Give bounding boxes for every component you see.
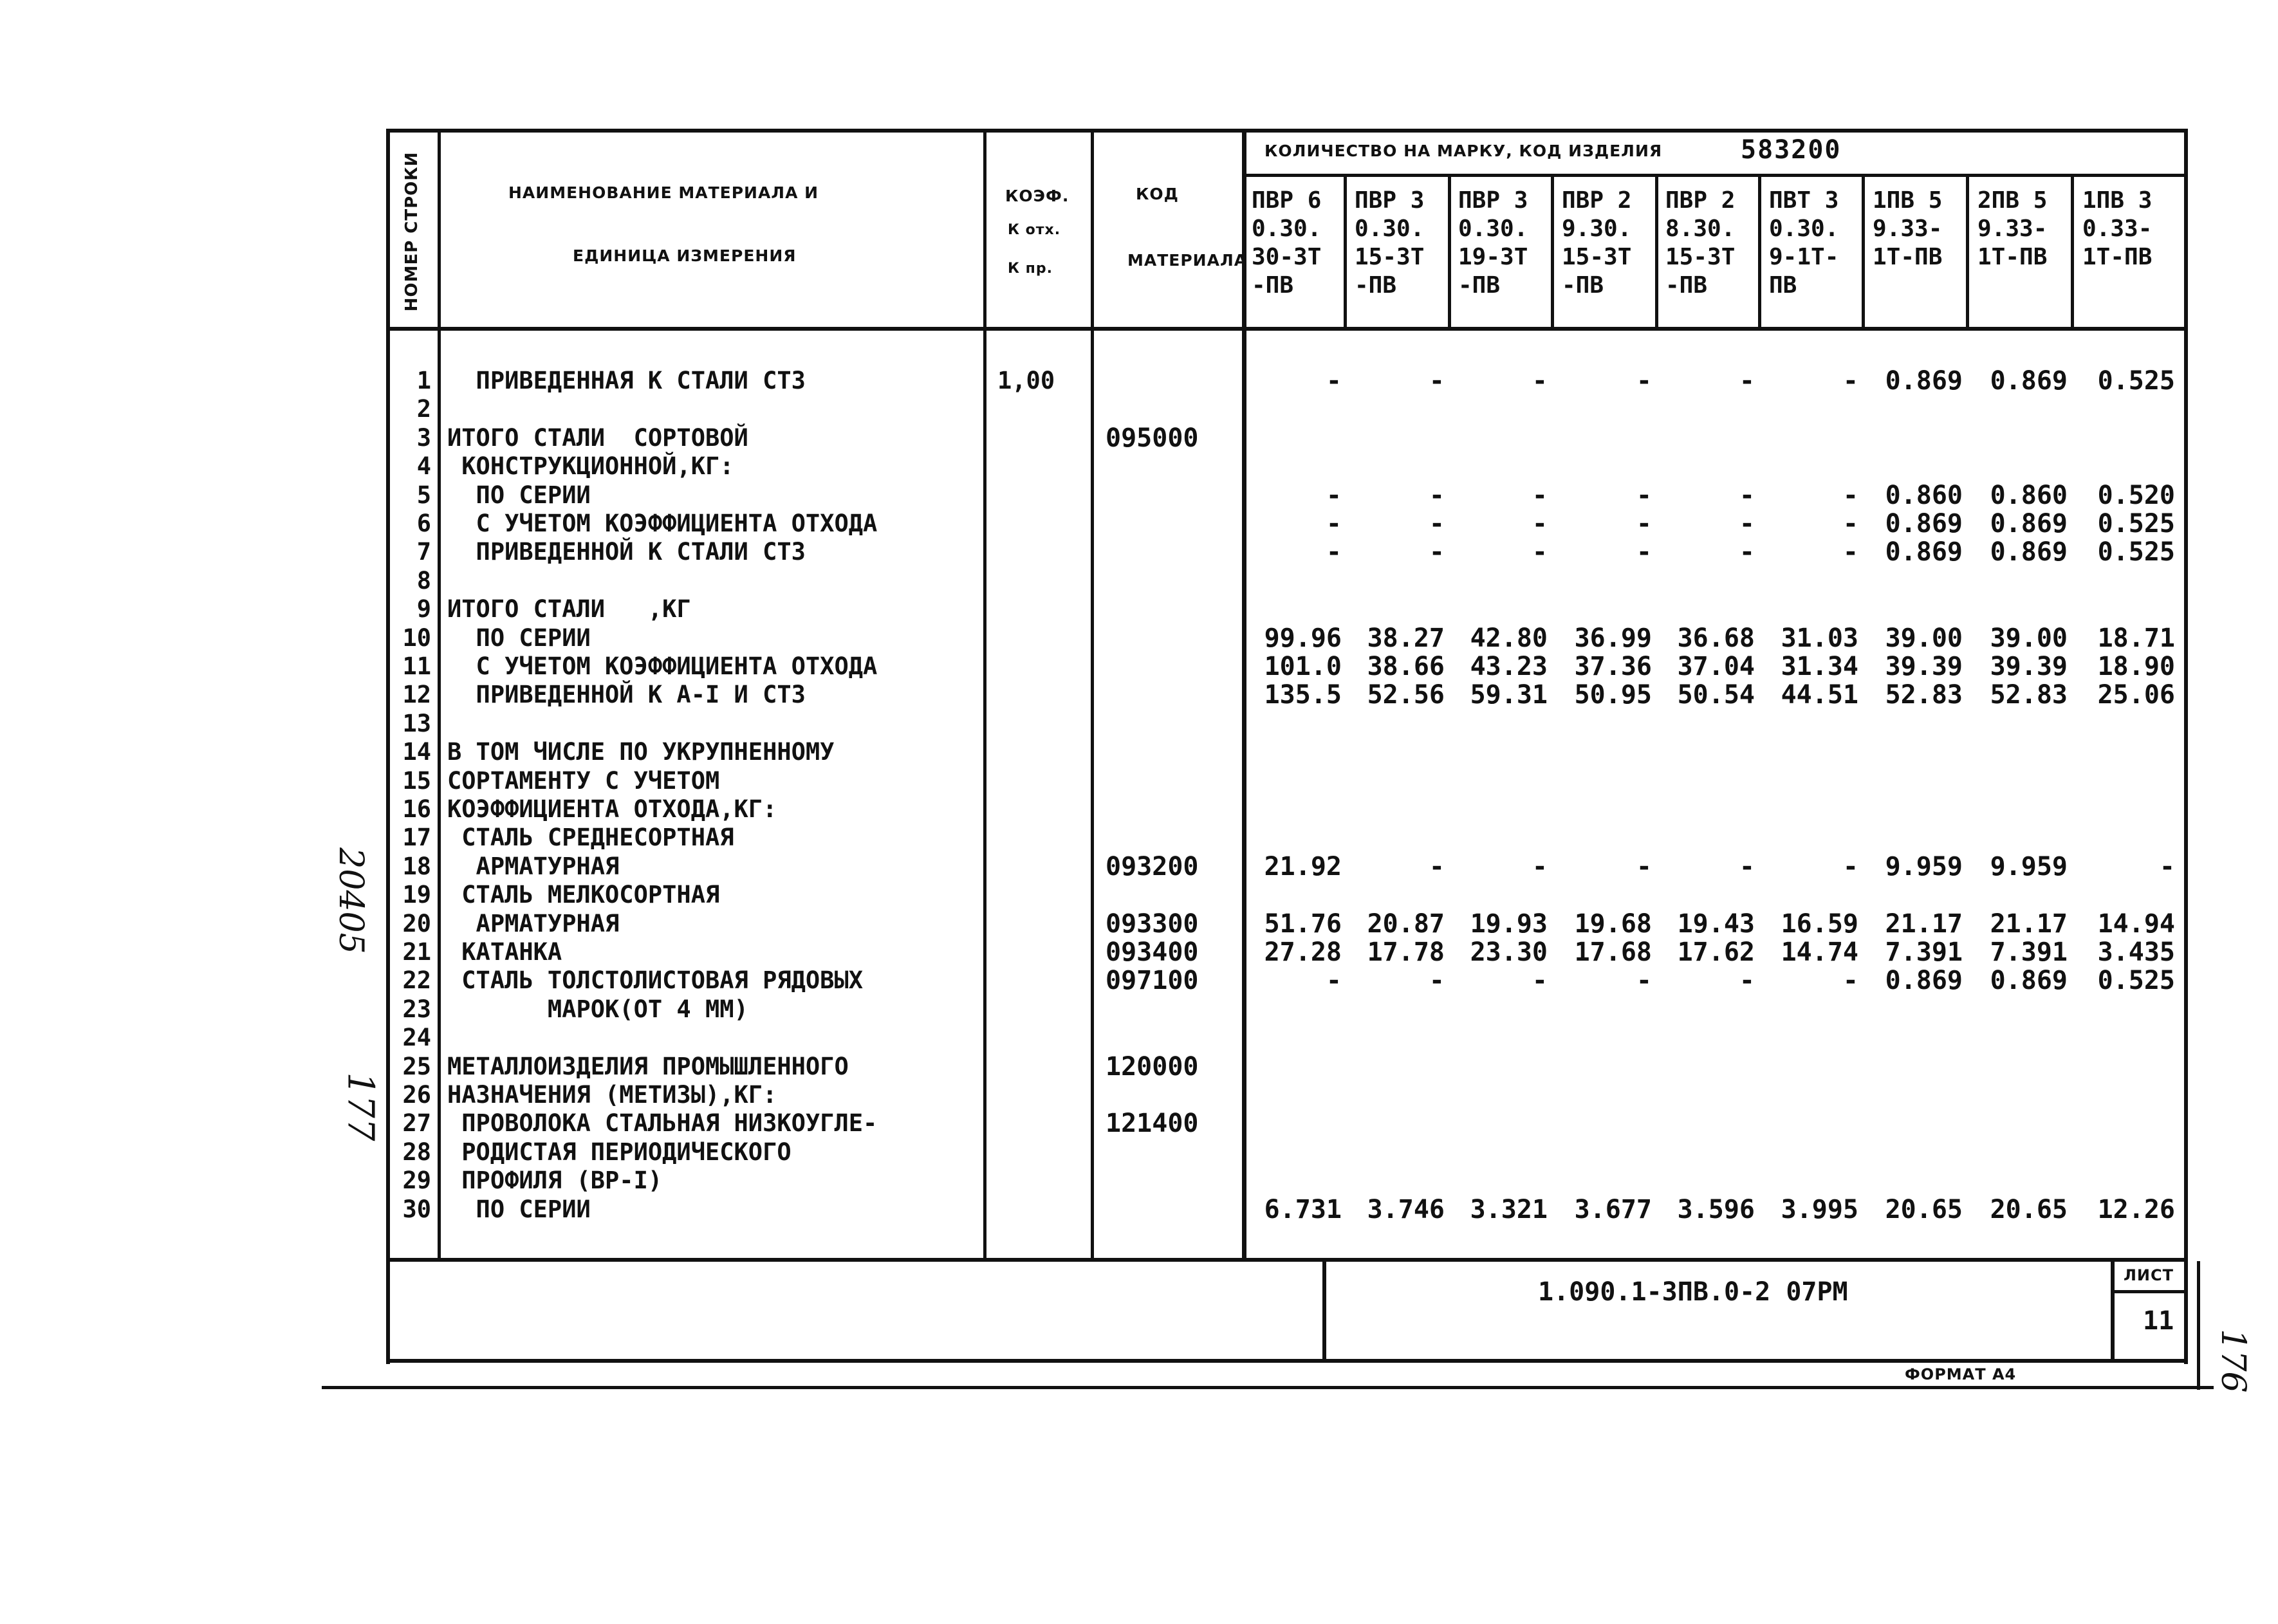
quantity-value: 20.65 xyxy=(1990,1194,2068,1224)
table-row xyxy=(0,710,2278,738)
table-row xyxy=(0,795,2278,824)
table-row xyxy=(0,567,2278,595)
column-header-4-line3: 15-3Т xyxy=(1562,244,1632,270)
material-name: ПРИВЕДЕННОЙ К СТАЛИ СТ3 xyxy=(447,538,806,566)
row-number: 28 xyxy=(402,1138,431,1166)
column-header-2-line4: -ПВ xyxy=(1355,272,1397,299)
material-name: МЕТАЛЛОИЗДЕЛИЯ ПРОМЫШЛЕННОГО xyxy=(447,1052,849,1080)
quantity-value: 14.94 xyxy=(2097,909,2175,939)
quantity-value: 37.36 xyxy=(1574,652,1652,681)
quantity-value: 3.321 xyxy=(1470,1194,1548,1224)
table-row xyxy=(0,452,2278,481)
qty-header-label: КОЛИЧЕСТВО НА МАРКУ, КОД ИЗДЕЛИЯ xyxy=(1264,142,1663,160)
column-header-6-line1: ПВТ 3 xyxy=(1769,187,1839,214)
material-name: АРМАТУРНАЯ xyxy=(447,909,620,937)
quantity-value: - xyxy=(1842,480,1858,510)
table-row xyxy=(0,995,2278,1024)
row-number: 22 xyxy=(402,966,431,995)
qcol-sep-4 xyxy=(1655,174,1658,328)
column-header-6-line2: 0.30. xyxy=(1769,216,1839,242)
quantity-value: - xyxy=(1842,537,1858,567)
material-name: ПРОФИЛЯ (ВР-I) xyxy=(447,1167,663,1195)
column-header-6-line4: ПВ xyxy=(1769,272,1797,299)
code-header-line2: МАТЕРИАЛА xyxy=(1127,251,1248,270)
column-header-4-line2: 9.30. xyxy=(1562,216,1632,242)
quantity-value: - xyxy=(1842,966,1858,996)
quantity-value: 42.80 xyxy=(1470,623,1548,653)
table-row xyxy=(0,1024,2278,1052)
sheet-label-border xyxy=(2112,1290,2187,1293)
quantity-value: 0.525 xyxy=(2097,537,2175,567)
quantity-value: 50.95 xyxy=(1574,680,1652,710)
material-name: ПО СЕРИИ xyxy=(447,623,591,652)
quantity-value: - xyxy=(1532,366,1548,396)
quantity-value: - xyxy=(1636,851,1652,881)
row-number: 11 xyxy=(402,652,431,680)
table-row xyxy=(0,1138,2278,1167)
row-number: 2 xyxy=(416,395,431,423)
quantity-value: 39.39 xyxy=(1990,652,2068,681)
quantity-value: - xyxy=(1532,537,1548,567)
row-number: 12 xyxy=(402,681,431,709)
table-row xyxy=(0,424,2278,452)
quantity-value: 7.391 xyxy=(1990,937,2068,967)
table-bottom xyxy=(386,1258,2188,1262)
quantity-value: 0.869 xyxy=(1990,366,2068,396)
qcol-sep-2 xyxy=(1448,174,1451,328)
quantity-value: - xyxy=(1739,966,1755,996)
quantity-value: 17.78 xyxy=(1367,937,1445,967)
qcol-sep-5 xyxy=(1758,174,1761,328)
row-number: 29 xyxy=(402,1167,431,1195)
quantity-value: - xyxy=(1842,851,1858,881)
quantity-value: 16.59 xyxy=(1781,909,1858,939)
margin-note-right: 176 xyxy=(2214,1329,2252,1393)
code-header-line1: КОД xyxy=(1136,185,1179,203)
column-header-8-line3: 1Т-ПВ xyxy=(1977,244,2048,270)
quantity-value: 59.31 xyxy=(1470,680,1548,710)
quantity-value: 0.869 xyxy=(1885,366,1963,396)
material-name: В ТОМ ЧИСЛЕ ПО УКРУПНЕННОМУ xyxy=(447,738,835,766)
quantity-value: 20.87 xyxy=(1367,909,1445,939)
row-number: 7 xyxy=(416,538,431,566)
material-name: НАЗНАЧЕНИЯ (МЕТИЗЫ),КГ: xyxy=(447,1081,777,1109)
column-header-5-line1: ПВР 2 xyxy=(1665,187,1736,214)
row-number: 21 xyxy=(402,938,431,966)
quantity-value: 0.869 xyxy=(1990,537,2068,567)
format-label: ФОРМАТ А4 xyxy=(1905,1365,2017,1383)
column-header-3-line1: ПВР 3 xyxy=(1458,187,1528,214)
row-number: 24 xyxy=(402,1024,431,1052)
quantity-value: 19.68 xyxy=(1574,909,1652,939)
quantity-value: 38.27 xyxy=(1367,623,1445,653)
column-header-2-line3: 15-3Т xyxy=(1355,244,1425,270)
coef-header-line3: К пр. xyxy=(1008,261,1053,277)
row-number: 4 xyxy=(416,452,431,481)
quantity-value: 7.391 xyxy=(1885,937,1963,967)
row-number: 26 xyxy=(402,1081,431,1109)
quantity-value: 50.54 xyxy=(1677,680,1755,710)
column-header-5-line3: 15-3Т xyxy=(1665,244,1736,270)
quantity-value: 135.5 xyxy=(1264,680,1342,710)
name-header-line1: НАИМЕНОВАНИЕ МАТЕРИАЛА И xyxy=(508,183,819,202)
quantity-value: - xyxy=(1429,537,1445,567)
quantity-value: 27.28 xyxy=(1264,937,1342,967)
material-name: РОДИСТАЯ ПЕРИОДИЧЕСКОГО xyxy=(447,1138,792,1166)
material-name: С УЧЕТОМ КОЭФФИЦИЕНТА ОТХОДА xyxy=(447,510,878,537)
quantity-value: 18.71 xyxy=(2097,623,2175,653)
quantity-value: 21.92 xyxy=(1264,851,1342,881)
qty-header-code: 583200 xyxy=(1741,135,1842,165)
quantity-value: 38.66 xyxy=(1367,652,1445,681)
row-number: 17 xyxy=(402,824,431,852)
row-number: 15 xyxy=(402,766,431,795)
table-row xyxy=(0,738,2278,766)
column-header-3-line2: 0.30. xyxy=(1458,216,1528,242)
quantity-value: 3.596 xyxy=(1677,1194,1755,1224)
material-code: 093300 xyxy=(1106,909,1199,939)
quantity-value: 21.17 xyxy=(1990,909,2068,939)
quantity-value: 0.869 xyxy=(1885,537,1963,567)
column-header-4-line1: ПВР 2 xyxy=(1562,187,1632,214)
quantity-value: 0.869 xyxy=(1990,509,2068,539)
coef-header-line2: К отх. xyxy=(1008,222,1061,238)
quantity-value: 36.99 xyxy=(1574,623,1652,653)
quantity-value: 17.68 xyxy=(1574,937,1652,967)
column-header-2-line2: 0.30. xyxy=(1355,216,1425,242)
column-header-6-line3: 9-1Т- xyxy=(1769,244,1839,270)
quantity-value: 0.860 xyxy=(1990,480,2068,510)
material-name: АРМАТУРНАЯ xyxy=(447,852,620,880)
quantity-value: 3.746 xyxy=(1367,1194,1445,1224)
quantity-value: 20.65 xyxy=(1885,1194,1963,1224)
row-number-label: НОМЕР СТРОКИ xyxy=(402,151,421,312)
quantity-value: 37.04 xyxy=(1677,652,1755,681)
margin-note-left-top: 20405 xyxy=(331,847,370,954)
column-header-8-line1: 2ПВ 5 xyxy=(1977,187,2048,214)
material-name: ПО СЕРИИ xyxy=(447,1195,591,1223)
material-name: С УЧЕТОМ КОЭФФИЦИЕНТА ОТХОДА xyxy=(447,652,878,680)
material-name: КАТАНКА xyxy=(447,938,562,966)
table-row xyxy=(0,767,2278,795)
material-code: 121400 xyxy=(1106,1109,1199,1139)
column-header-1-line1: ПВР 6 xyxy=(1252,187,1322,214)
quantity-value: - xyxy=(1429,966,1445,996)
stamp-right-border xyxy=(2111,1258,2115,1361)
quantity-value: 52.83 xyxy=(1885,680,1963,710)
quantity-value: 12.26 xyxy=(2097,1194,2175,1224)
sheet-label: ЛИСТ xyxy=(2124,1266,2174,1284)
quantity-value: 36.68 xyxy=(1677,623,1755,653)
column-header-7-line1: 1ПВ 5 xyxy=(1873,187,1943,214)
quantity-value: 43.23 xyxy=(1470,652,1548,681)
column-header-5-line4: -ПВ xyxy=(1665,272,1708,299)
header-separator xyxy=(386,327,2188,331)
quantity-value: - xyxy=(1739,509,1755,539)
frame-bottom xyxy=(386,1359,2188,1363)
row-number: 20 xyxy=(402,909,431,937)
material-name: КОЭФФИЦИЕНТА ОТХОДА,КГ: xyxy=(447,795,777,823)
row-number: 23 xyxy=(402,995,431,1023)
column-header-1-line4: -ПВ xyxy=(1252,272,1294,299)
quantity-value: 44.51 xyxy=(1781,680,1858,710)
quantity-value: 0.525 xyxy=(2097,366,2175,396)
quantity-value: - xyxy=(1429,509,1445,539)
column-header-9-line1: 1ПВ 3 xyxy=(2082,187,2153,214)
column-header-3-line3: 19-3Т xyxy=(1458,244,1528,270)
table-row xyxy=(0,624,2278,652)
material-name: СТАЛЬ МЕЛКОСОРТНАЯ xyxy=(447,881,720,909)
row-number: 14 xyxy=(402,738,431,766)
table-row xyxy=(0,681,2278,709)
quantity-value: - xyxy=(1429,851,1445,881)
quantity-value: 3.995 xyxy=(1781,1194,1858,1224)
row-number: 9 xyxy=(416,595,431,623)
quantity-value: - xyxy=(1532,966,1548,996)
quantity-value: 18.90 xyxy=(2097,652,2175,681)
material-name: ПРИВЕДЕННОЙ К А-I И СТ3 xyxy=(447,681,806,709)
quantity-value: 0.525 xyxy=(2097,509,2175,539)
quantity-value: - xyxy=(1842,509,1858,539)
column-header-7-line3: 1Т-ПВ xyxy=(1873,244,1943,270)
column-header-9-line2: 0.33- xyxy=(2082,216,2153,242)
quantity-value: 0.869 xyxy=(1885,966,1963,996)
table-row xyxy=(0,510,2278,538)
column-header-2-line1: ПВР 3 xyxy=(1355,187,1425,214)
quantity-value: - xyxy=(1636,480,1652,510)
quantity-value: 51.76 xyxy=(1264,909,1342,939)
qty-header-separator xyxy=(1242,174,2188,177)
material-name: КОНСТРУКЦИОННОЙ,КГ: xyxy=(447,452,734,481)
material-name: ПРИВЕДЕННАЯ К СТАЛИ СТ3 xyxy=(447,367,806,394)
coef-header-line1: КОЭФ. xyxy=(1005,187,1070,205)
material-code: 097100 xyxy=(1106,966,1199,996)
material-name: СОРТАМЕНТУ С УЧЕТОМ xyxy=(447,766,720,795)
quantity-value: 3.435 xyxy=(2097,937,2175,967)
quantity-value: - xyxy=(1429,480,1445,510)
row-number-header xyxy=(402,152,421,312)
quantity-value: - xyxy=(1326,366,1342,396)
quantity-value: - xyxy=(1636,509,1652,539)
row-number: 10 xyxy=(402,623,431,652)
quantity-value: - xyxy=(1326,966,1342,996)
material-code: 093200 xyxy=(1106,851,1199,881)
sheet-number: 11 xyxy=(2143,1306,2174,1336)
quantity-value: 23.30 xyxy=(1470,937,1548,967)
quantity-value: 14.74 xyxy=(1781,937,1858,967)
stamp-left-border xyxy=(1322,1258,1326,1361)
row-number: 19 xyxy=(402,881,431,909)
table-row xyxy=(0,966,2278,995)
quantity-value: - xyxy=(1739,851,1755,881)
quantity-value: 99.96 xyxy=(1264,623,1342,653)
quantity-value: 0.869 xyxy=(1990,966,2068,996)
table-row xyxy=(0,538,2278,566)
quantity-value: 101.0 xyxy=(1264,652,1342,681)
material-code: 095000 xyxy=(1106,423,1199,453)
qcol-sep-1 xyxy=(1344,174,1347,328)
row-number: 3 xyxy=(416,423,431,452)
column-header-4-line4: -ПВ xyxy=(1562,272,1604,299)
row-number: 27 xyxy=(402,1109,431,1138)
column-header-9-line3: 1Т-ПВ xyxy=(2082,244,2153,270)
quantity-value: - xyxy=(1636,966,1652,996)
table-row xyxy=(0,1195,2278,1224)
quantity-value: 25.06 xyxy=(2097,680,2175,710)
quantity-value: - xyxy=(1636,366,1652,396)
column-header-1-line3: 30-3Т xyxy=(1252,244,1322,270)
material-code: 120000 xyxy=(1106,1051,1199,1082)
quantity-value: 31.34 xyxy=(1781,652,1858,681)
row-number: 16 xyxy=(402,795,431,823)
table-row xyxy=(0,367,2278,395)
row-number: 30 xyxy=(402,1195,431,1223)
quantity-value: 19.43 xyxy=(1677,909,1755,939)
material-name: МАРОК(ОТ 4 ММ) xyxy=(447,995,748,1023)
quantity-value: 0.520 xyxy=(2097,480,2175,510)
quantity-value: - xyxy=(1326,509,1342,539)
quantity-value: 9.959 xyxy=(1990,851,2068,881)
margin-note-left-bottom: 177 xyxy=(339,1072,382,1141)
quantity-value: 0.869 xyxy=(1885,509,1963,539)
quantity-value: 9.959 xyxy=(1885,851,1963,881)
material-name: ИТОГО СТАЛИ СОРТОВОЙ xyxy=(447,423,748,452)
row-number: 1 xyxy=(416,367,431,394)
quantity-value: 19.93 xyxy=(1470,909,1548,939)
qcol-sep-7 xyxy=(1966,174,1969,328)
qcol-sep-3 xyxy=(1551,174,1554,328)
quantity-value: - xyxy=(1532,509,1548,539)
row-number: 6 xyxy=(416,510,431,537)
material-name: ИТОГО СТАЛИ ,КГ xyxy=(447,595,691,623)
quantity-value: - xyxy=(1636,537,1652,567)
table-row xyxy=(0,595,2278,623)
quantity-value: 39.00 xyxy=(1885,623,1963,653)
frame-top xyxy=(386,129,2188,133)
quantity-value: 39.00 xyxy=(1990,623,2068,653)
material-code: 093400 xyxy=(1106,937,1199,967)
column-header-7-line2: 9.33- xyxy=(1873,216,1943,242)
column-header-8-line2: 9.33- xyxy=(1977,216,2048,242)
quantity-value: - xyxy=(1739,366,1755,396)
table-row xyxy=(0,1167,2278,1195)
outer-bottom-rule xyxy=(322,1386,2214,1389)
material-name: ПО СЕРИИ xyxy=(447,481,591,509)
quantity-value: - xyxy=(1326,480,1342,510)
row-number: 18 xyxy=(402,852,431,880)
row-number: 5 xyxy=(416,481,431,509)
column-header-5-line2: 8.30. xyxy=(1665,216,1736,242)
row-number: 8 xyxy=(416,566,431,595)
quantity-value: 0.860 xyxy=(1885,480,1963,510)
quantity-value: - xyxy=(1739,537,1755,567)
outer-right-rule xyxy=(2197,1261,2200,1390)
quantity-value: 17.62 xyxy=(1677,937,1755,967)
quantity-value: 39.39 xyxy=(1885,652,1963,681)
row-number: 13 xyxy=(402,709,431,737)
quantity-value: - xyxy=(1326,537,1342,567)
row-number: 25 xyxy=(402,1052,431,1080)
quantity-value: 52.56 xyxy=(1367,680,1445,710)
coefficient: 1,00 xyxy=(997,367,1055,394)
table-row xyxy=(0,395,2278,423)
quantity-value: - xyxy=(1842,366,1858,396)
material-name: СТАЛЬ ТОЛСТОЛИСТОВАЯ РЯДОВЫХ xyxy=(447,966,864,995)
quantity-value: 52.83 xyxy=(1990,680,2068,710)
column-header-3-line4: -ПВ xyxy=(1458,272,1501,299)
quantity-value: - xyxy=(1532,851,1548,881)
name-header-line2: ЕДИНИЦА ИЗМЕРЕНИЯ xyxy=(573,246,797,265)
material-name: ПРОВОЛОКА СТАЛЬНАЯ НИЗКОУГЛЕ- xyxy=(447,1109,878,1138)
quantity-value: - xyxy=(2159,851,2175,881)
quantity-value: - xyxy=(1429,366,1445,396)
quantity-value: 0.525 xyxy=(2097,966,2175,996)
column-header-1-line2: 0.30. xyxy=(1252,216,1322,242)
table-row xyxy=(0,481,2278,510)
table-row xyxy=(0,652,2278,681)
quantity-value: - xyxy=(1739,480,1755,510)
qcol-sep-6 xyxy=(1862,174,1865,328)
quantity-value: 31.03 xyxy=(1781,623,1858,653)
quantity-value: 6.731 xyxy=(1264,1194,1342,1224)
quantity-value: 3.677 xyxy=(1574,1194,1652,1224)
document-code: 1.090.1-3ПВ.0-2 07РМ xyxy=(1538,1277,1848,1307)
qcol-sep-8 xyxy=(2071,174,2074,328)
quantity-value: - xyxy=(1532,480,1548,510)
material-name: СТАЛЬ СРЕДНЕСОРТНАЯ xyxy=(447,824,734,852)
quantity-value: 21.17 xyxy=(1885,909,1963,939)
